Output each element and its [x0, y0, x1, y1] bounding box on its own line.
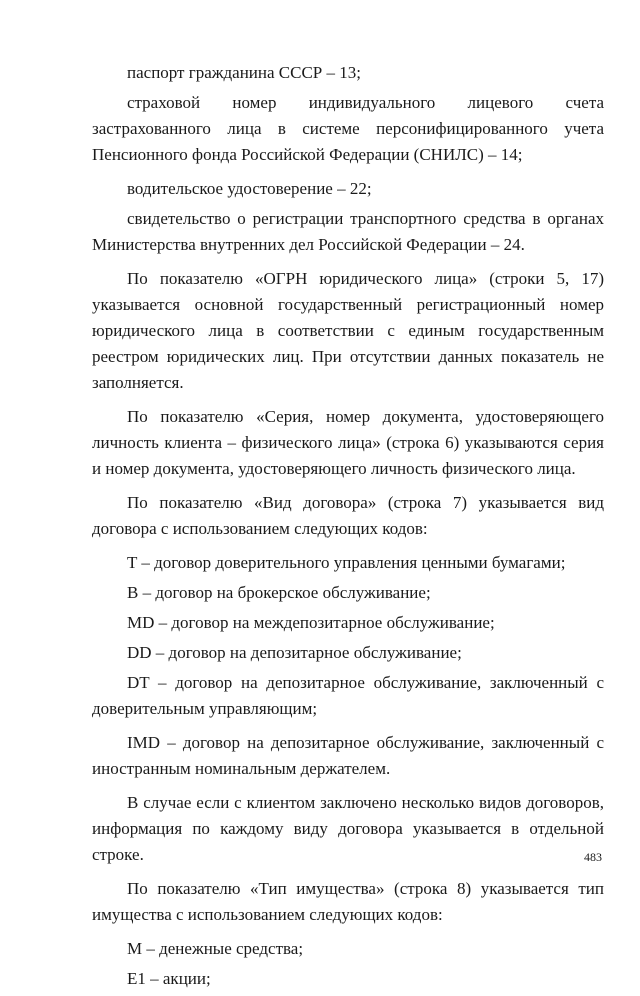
page-number: 483 [584, 850, 602, 864]
paragraph-driver-license: водительское удостоверение – 22; [127, 179, 372, 198]
code-item-t: T – договор доверительного управления ценными бумагами; [127, 553, 566, 572]
code-item-dt: DT – договор на депозитарное обслуживание, заключенный с доверительным управляющим; [92, 673, 604, 718]
paragraph-property-type: По показателю «Тип имущества» (строка 8) указывается тип имущества с использованием следующих кодов: [92, 879, 604, 924]
code-item-e1: E1 – акции; [127, 969, 211, 988]
paragraph-contract-type: По показателю «Вид договора» (строка 7) указывается вид договора с использованием следующих кодов: [92, 493, 604, 538]
code-item-md: MD – договор на междепозитарное обслуживание; [127, 613, 495, 632]
paragraph-multiple-contracts: В случае если с клиентом заключено несколько видов договоров, информация по каждому виду договора указывается в отдельной строке. [92, 793, 604, 864]
code-item-m: M – денежные средства; [127, 939, 304, 958]
paragraph-document-series: По показателю «Серия, номер документа, удостоверяющего личность клиента – физического лица» (строка 6) указываются серия и номер документа, удостоверяющего личность физического лица. [92, 407, 604, 478]
paragraph-snils: страховой номер индивидуального лицевого счета застрахованного лица в системе персонифицированного учета Пенсионного фонда Российской Федерации (СНИЛС) – 14; [92, 93, 604, 164]
document-body [92, 60, 604, 996]
code-item-imd: IMD – договор на депозитарное обслуживание, заключенный с иностранным номинальным держателем. [92, 733, 604, 778]
code-item-dd: DD – договор на депозитарное обслуживание; [127, 643, 462, 662]
paragraph-ogrn: По показателю «ОГРН юридического лица» (строки 5, 17) указывается основной государственный регистрационный номер юридического лица в соответствии с единым государственным реестром юридических лиц. При отсутствии данных показатель не заполняется. [92, 269, 604, 392]
paragraph-ussr-passport: паспорт гражданина СССР – 13; [127, 63, 361, 82]
paragraph-vehicle-registration: свидетельство о регистрации транспортного средства в органах Министерства внутренних дел Российской Федерации – 24. [92, 209, 604, 254]
code-item-b: B – договор на брокерское обслуживание; [127, 583, 431, 602]
